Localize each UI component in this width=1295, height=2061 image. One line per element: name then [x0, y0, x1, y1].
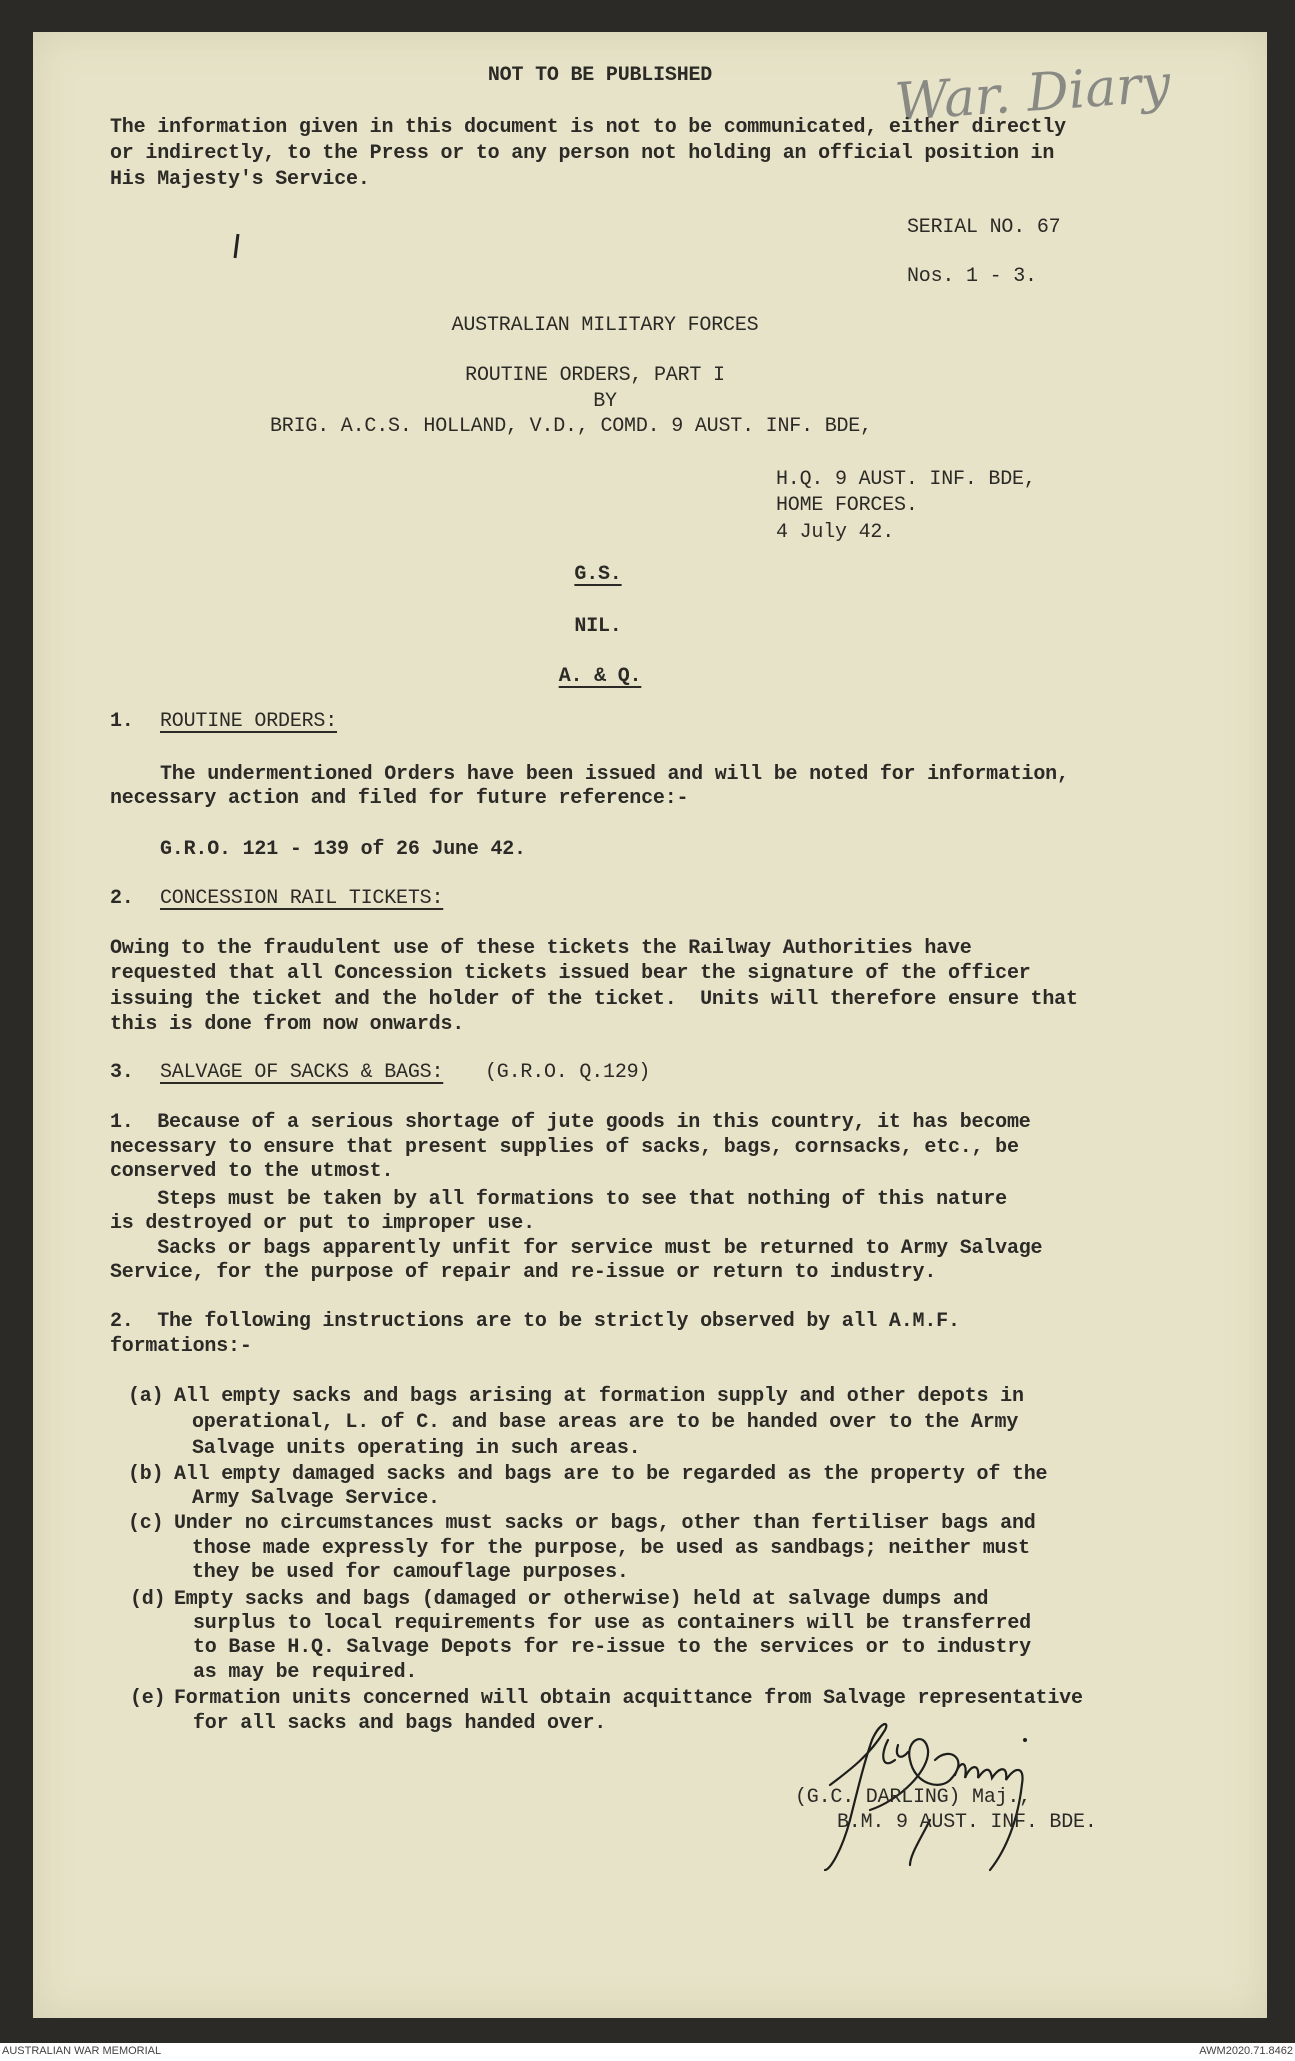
body-line: necessary action and filed for future reference:- [110, 787, 689, 810]
body-line: Service, for the purpose of repair and re-issue or return to industry. [110, 1261, 937, 1284]
item-line: operational, L. of C. and base areas are to be handed over to the Army [192, 1411, 1019, 1434]
section-number: 2. [110, 887, 134, 910]
date-line: 4 July 42. [776, 521, 895, 544]
ink-mark [232, 232, 242, 262]
hq-line: H.Q. 9 AUST. INF. BDE, [776, 468, 1036, 491]
gro-reference: G.R.O. 121 - 139 of 26 June 42. [160, 838, 526, 861]
body-line: this is done from now onwards. [110, 1013, 465, 1036]
signatory-name: (G.C. DARLING) Maj., [795, 1786, 1032, 1809]
title-by: BY [593, 390, 617, 413]
item-label: (b) [128, 1463, 164, 1486]
body-line: 1. Because of a serious shortage of jute goods in this country, it has become [110, 1111, 1031, 1134]
section-heading-salvage: SALVAGE OF SACKS & BAGS: [160, 1061, 444, 1084]
section-number: 1. [110, 710, 134, 733]
item-label: (d) [130, 1588, 166, 1611]
signatory-role: B.M. 9 AUST. INF. BDE. [837, 1811, 1097, 1834]
body-line: conserved to the utmost. [110, 1160, 394, 1183]
svg-text:War. Diary: War. Diary [893, 53, 1173, 134]
item-label: (c) [128, 1512, 164, 1535]
order-numbers: Nos. 1 - 3. [907, 265, 1037, 288]
item-line: Salvage units operating in such areas. [192, 1437, 641, 1460]
footer-accession-number: AWM2020.71.8462 [1199, 2045, 1293, 2057]
notice-line: His Majesty's Service. [110, 168, 370, 191]
gro-reference: (G.R.O. Q.129) [485, 1061, 651, 1084]
item-line: they be used for camouflage purposes. [192, 1561, 629, 1584]
body-line: 2. The following instructions are to be strictly observed by all A.M.F. [110, 1310, 960, 1333]
item-line: Army Salvage Service. [192, 1487, 440, 1510]
item-line: as may be required. [193, 1661, 418, 1684]
body-line: issuing the ticket and the holder of the ticket. Units will therefore ensure that [110, 988, 1078, 1011]
body-line: Owing to the fraudulent use of these tickets the Railway Authorities have [110, 937, 972, 960]
notice-line: The information given in this document is not to be communicated, either directly [110, 116, 1066, 139]
body-line: Sacks or bags apparently unfit for service must be returned to Army Salvage [110, 1237, 1043, 1260]
section-heading-concession-rail-tickets: CONCESSION RAIL TICKETS: [160, 887, 444, 910]
item-line: All empty sacks and bags arising at formation supply and other depots in [174, 1385, 1024, 1408]
body-line: is destroyed or put to improper use. [110, 1212, 535, 1235]
item-line: surplus to local requirements for use as containers will be transferred [193, 1612, 1031, 1635]
caption-strip [0, 2043, 1295, 2061]
item-line: All empty damaged sacks and bags are to be regarded as the property of the [174, 1463, 1048, 1486]
body-line: formations:- [110, 1335, 252, 1358]
item-line: for all sacks and bags handed over. [193, 1712, 607, 1735]
item-label: (e) [130, 1687, 166, 1710]
item-line: those made expressly for the purpose, be used as sandbags; neither must [192, 1537, 1030, 1560]
item-line: Under no circumstances must sacks or bags, other than fertiliser bags and [174, 1512, 1036, 1535]
section-number: 3. [110, 1061, 134, 1084]
title-australian-military-forces: AUSTRALIAN MILITARY FORCES [451, 314, 759, 337]
item-line: Formation units concerned will obtain acquittance from Salvage representative [174, 1687, 1083, 1710]
body-line: requested that all Concession tickets issued bear the signature of the officer [110, 962, 1031, 985]
item-line: Empty sacks and bags (damaged or otherwise) held at salvage dumps and [174, 1588, 989, 1611]
section-heading-routine-orders: ROUTINE ORDERS: [160, 710, 338, 733]
item-label: (a) [128, 1385, 164, 1408]
title-routine-orders: ROUTINE ORDERS, PART I [465, 364, 725, 387]
body-line: The undermentioned Orders have been issued and will be noted for information, [160, 763, 1069, 786]
body-line: Steps must be taken by all formations to see that nothing of this nature [110, 1188, 1007, 1211]
notice-line: or indirectly, to the Press or to any person not holding an official position in [110, 142, 1055, 165]
gs-nil: NIL. [574, 615, 622, 638]
hq-line: HOME FORCES. [776, 494, 918, 517]
title-commander: BRIG. A.C.S. HOLLAND, V.D., COMD. 9 AUST. INF. BDE, [270, 415, 872, 438]
header-not-to-be-published: NOT TO BE PUBLISHED [487, 64, 713, 87]
section-gs: G.S. [574, 563, 622, 586]
section-aq: A. & Q. [558, 665, 642, 688]
serial-number: SERIAL NO. 67 [907, 216, 1061, 239]
footer-archive-name: AUSTRALIAN WAR MEMORIAL [2, 2045, 162, 2057]
body-line: necessary to ensure that present supplies of sacks, bags, cornsacks, etc., be [110, 1136, 1019, 1159]
item-line: to Base H.Q. Salvage Depots for re-issue to the services or to industry [193, 1636, 1031, 1659]
